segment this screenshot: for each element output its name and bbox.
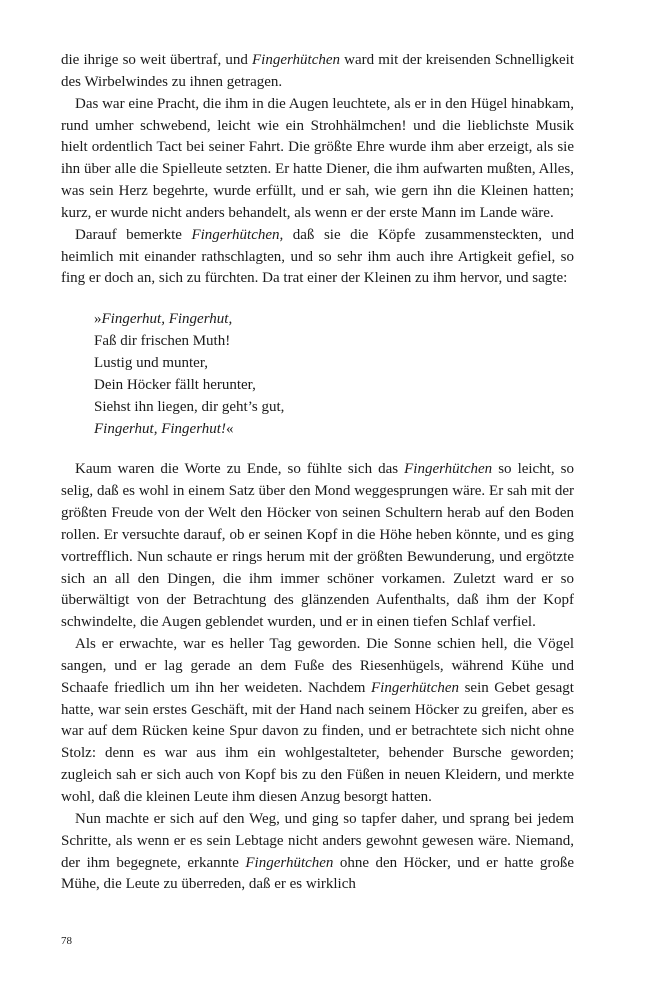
paragraph <box>61 809 574 896</box>
text-run: Faß dir frischen Muth! <box>94 333 231 350</box>
paragraph <box>61 634 574 809</box>
poem-line <box>94 397 574 419</box>
text-run: Dein Höcker fällt herunter, <box>94 376 256 393</box>
text-run: daß sie die Köpfe zusammensteckten, und heimlich mit einander rathschlagten, und so sehr ihm auch ihre Artigkeit gefiel, so fing er doch an, sich zu fürchten. Da trat einer der Kleinen zu ihm hervor, und sagte: <box>61 226 574 287</box>
paragraph <box>61 94 574 225</box>
italic-name: Fingerhut, Fingerhut! <box>94 420 226 437</box>
text-run: Nun machte er sich auf den Weg, und ging so tapfer daher, und sprang bei jedem Schritte, als wenn er es sein Lebtage nicht anders gewohnt gewesen wäre. Niemand, der ihm begegnete, erkannte <box>61 810 574 871</box>
paragraphs-after-poem <box>61 459 574 896</box>
text-run: » <box>94 311 102 328</box>
text-run: Das war eine Pracht, die ihm in die Augen leuchtete, als er in den Hügel hinabkam, rund umher schwebend, leicht wie ein Strohhälmchen! und die lieblichste Musik hielt ordentlich Tact bei seiner Fahrt. Die größte Ehre wurde ihm aber erzeigt, als sie ihn über alle die Spielleute setzten. Er hatte Diener, die ihm aufwarten mußten, Alles, was sein Herz begehrte, wurde erfüllt, und er sah, wie gern ihn die Kleinen hatten; kurz, er wurde nicht anders behandelt, als wenn er der erste Mann im Lande wäre. <box>61 95 575 221</box>
poem-line <box>94 353 574 375</box>
text-run: « <box>225 420 234 437</box>
text-run: Lustig und munter, <box>94 354 208 371</box>
text-run: Darauf bemerkte <box>75 226 192 243</box>
text-run: sein Gebet gesagt hatte, war sein erstes Geschäft, mit der Hand nach seinem Höcker zu greifen, aber es war auf dem Rücken keine Spur davon zu finden, und er betrachtete sich nicht ohne Stolz: denn es war aus ihm ein wohlgestalteter, behender Bursche geworden; zugleich sah er sich auch von Kopf bis zu den Füßen in neuen Kleidern, und merkte wohl, daß die kleinen Leute ihm diesen Anzug besorgt hatten. <box>61 679 574 805</box>
text-run: Kaum waren die Worte zu Ende, so fühlte sich das <box>75 461 405 478</box>
page-number: 78 <box>61 935 72 947</box>
poem-line <box>94 309 574 331</box>
italic-name: Fingerhut, Fingerhut, <box>101 311 233 328</box>
italic-name: Fingerhütchen <box>252 52 341 68</box>
text-run: die ihrige so weit übertraf, und <box>61 52 252 68</box>
paragraph <box>61 459 574 634</box>
poem-line <box>94 331 574 353</box>
italic-name: Fingerhütchen <box>404 461 493 478</box>
body-text <box>61 50 574 896</box>
italic-name: Fingerhütchen <box>370 679 460 696</box>
text-run: ward mit der kreisenden Schnelligkeit des Wirbelwindes zu ihnen getragen. <box>61 52 574 90</box>
poem-line <box>94 375 574 397</box>
paragraph <box>61 225 574 291</box>
text-run: so leicht, so selig, daß es wohl in einem Satz über den Mond weggesprungen wäre. Er sah mit der größten Freude von der Welt den Höcker von seinen Schultern herab auf den Boden rollen. Er versuchte darauf, ob er seinen Kopf in die Höhe heben könnte, und es ging vortrefflich. Nun schaute er rings herum mit der größten Bewunderung, und ergötzte sich an all den Dingen, die ihm immer schöner vorkamen. Zuletzt ward er so überwältigt von der Betrachtung des glänzenden Aufenthalts, daß ihm der Kopf schwindelte, die Augen geblendet wurden, und er in einen tiefen Schlaf verfiel. <box>61 461 574 631</box>
paragraph <box>61 50 574 94</box>
italic-name: Fingerhütchen, <box>191 226 284 243</box>
paragraphs-before-poem <box>61 50 574 290</box>
text-run: ohne den Höcker, und er hatte große Mühe, die Leute zu überreden, daß er es wirklich <box>61 854 574 893</box>
italic-name: Fingerhütchen <box>245 854 334 871</box>
poem-verse <box>94 309 574 440</box>
poem-line <box>94 419 574 441</box>
text-run: Als er erwachte, war es heller Tag geworden. Die Sonne schien hell, die Vögel sangen, und er lag gerade an dem Fuße des Riesenhügels, während Kühe und Schaafe friedlich um ihn her weideten. Nachdem <box>61 636 574 696</box>
text-run: Siehst ihn liegen, dir geht’s gut, <box>94 398 285 415</box>
